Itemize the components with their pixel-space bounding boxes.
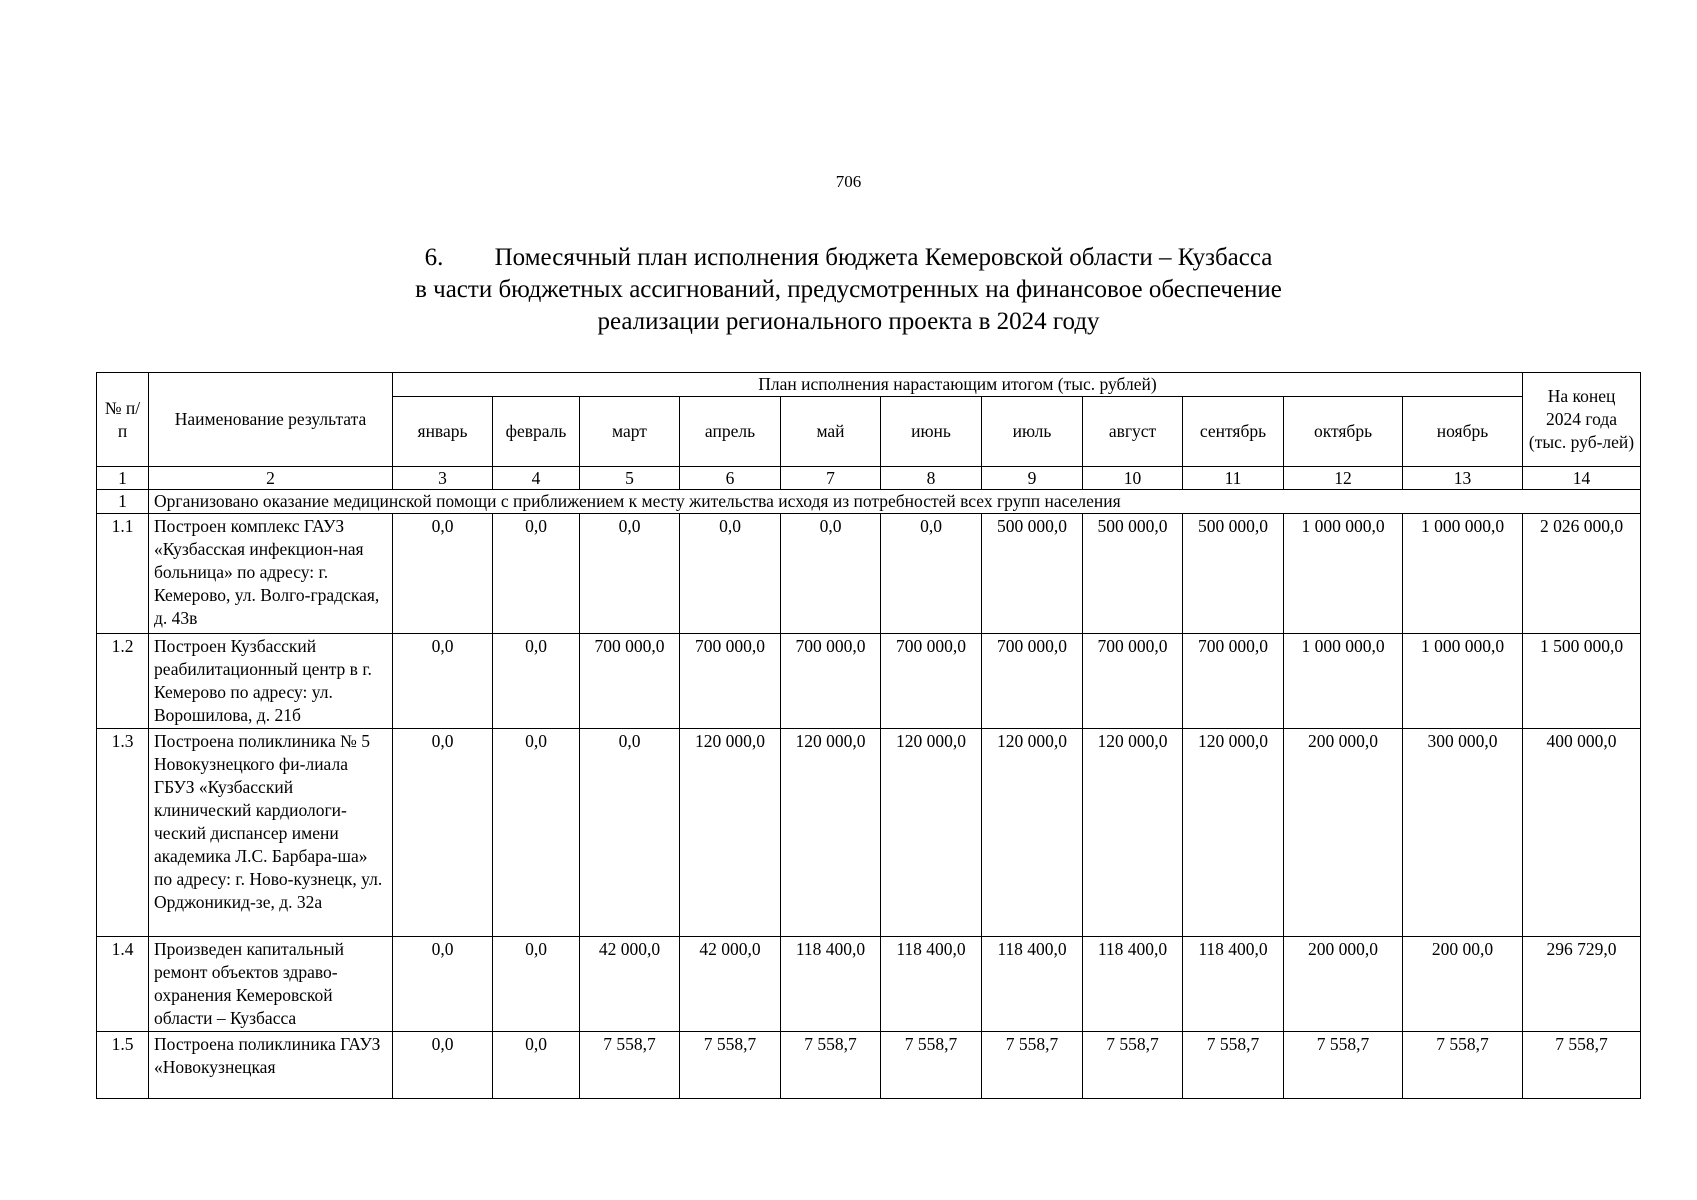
month-value: 0,0 xyxy=(393,1032,493,1099)
month-value: 0,0 xyxy=(493,937,580,1032)
month-value: 7 558,7 xyxy=(982,1032,1083,1099)
column-index: 12 xyxy=(1284,467,1403,490)
column-index: 1 xyxy=(97,467,149,490)
month-value: 700 000,0 xyxy=(781,634,881,729)
table-row xyxy=(97,937,1641,1032)
month-value: 1 000 000,0 xyxy=(1403,634,1523,729)
month-value: 700 000,0 xyxy=(580,634,680,729)
month-value: 7 558,7 xyxy=(1403,1032,1523,1099)
column-index: 14 xyxy=(1523,467,1641,490)
column-index: 5 xyxy=(580,467,680,490)
column-index: 7 xyxy=(781,467,881,490)
header-plan: План исполнения нарастающим итогом (тыс. рублей) xyxy=(393,373,1523,397)
month-value: 120 000,0 xyxy=(680,729,781,937)
result-name: Построена поликлиника № 5 Новокузнецкого фи-лиала ГБУЗ «Кузбасский клинический кардиологи-ческий диспансер имени академика Л.С. Барбара-ша» по адресу: г. Ново-кузнецк, ул. Орджоникид-зе, д. 32а xyxy=(149,729,393,937)
month-value: 500 000,0 xyxy=(1183,514,1284,634)
document-title xyxy=(0,242,1697,338)
month-value: 1 000 000,0 xyxy=(1403,514,1523,634)
month-value: 118 400,0 xyxy=(1083,937,1183,1032)
month-value: 1 000 000,0 xyxy=(1284,634,1403,729)
header-month: апрель xyxy=(680,397,781,467)
header-month: июль xyxy=(982,397,1083,467)
month-value: 200 000,0 xyxy=(1284,729,1403,937)
title-number: 6. xyxy=(424,244,444,271)
header-month: сентябрь xyxy=(1183,397,1284,467)
year-end-value: 296 729,0 xyxy=(1523,937,1641,1032)
month-value: 300 000,0 xyxy=(1403,729,1523,937)
month-value: 700 000,0 xyxy=(680,634,781,729)
table-body xyxy=(97,467,1641,1099)
month-value: 118 400,0 xyxy=(881,937,982,1032)
month-value: 7 558,7 xyxy=(680,1032,781,1099)
month-value: 0,0 xyxy=(580,729,680,937)
month-value: 0,0 xyxy=(493,634,580,729)
month-value: 500 000,0 xyxy=(1083,514,1183,634)
month-value: 120 000,0 xyxy=(881,729,982,937)
header-number: № п/п xyxy=(97,373,149,467)
table-header xyxy=(97,373,1641,467)
column-index: 3 xyxy=(393,467,493,490)
month-value: 700 000,0 xyxy=(881,634,982,729)
month-value: 0,0 xyxy=(493,729,580,937)
month-value: 200 000,0 xyxy=(1284,937,1403,1032)
table-row xyxy=(97,514,1641,634)
header-month: май xyxy=(781,397,881,467)
month-value: 120 000,0 xyxy=(1083,729,1183,937)
column-index: 8 xyxy=(881,467,982,490)
row-number: 1.1 xyxy=(97,514,149,634)
month-value: 0,0 xyxy=(781,514,881,634)
month-value: 500 000,0 xyxy=(982,514,1083,634)
row-number: 1.4 xyxy=(97,937,149,1032)
result-name: Построен комплекс ГАУЗ «Кузбасская инфекцион-ная больница» по адресу: г. Кемерово, ул. Волго-градская, д. 43в xyxy=(149,514,393,634)
year-end-value: 1 500 000,0 xyxy=(1523,634,1641,729)
month-value: 700 000,0 xyxy=(1183,634,1284,729)
month-value: 7 558,7 xyxy=(881,1032,982,1099)
column-index: 4 xyxy=(493,467,580,490)
column-index: 2 xyxy=(149,467,393,490)
result-name: Произведен капитальный ремонт объектов здраво-охранения Кемеровской области – Кузбасса xyxy=(149,937,393,1032)
header-month: июнь xyxy=(881,397,982,467)
column-index: 13 xyxy=(1403,467,1523,490)
header-month: март xyxy=(580,397,680,467)
header-result-name: Наименование результата xyxy=(149,373,393,467)
month-value: 118 400,0 xyxy=(982,937,1083,1032)
row-number: 1.3 xyxy=(97,729,149,937)
year-end-value: 2 026 000,0 xyxy=(1523,514,1641,634)
month-value: 0,0 xyxy=(393,514,493,634)
column-index: 6 xyxy=(680,467,781,490)
month-value: 120 000,0 xyxy=(982,729,1083,937)
month-value: 7 558,7 xyxy=(781,1032,881,1099)
month-value: 120 000,0 xyxy=(1183,729,1284,937)
header-month: февраль xyxy=(493,397,580,467)
header-month: ноябрь xyxy=(1403,397,1523,467)
table-row xyxy=(97,729,1641,937)
column-index: 11 xyxy=(1183,467,1284,490)
month-value: 118 400,0 xyxy=(1183,937,1284,1032)
result-name: Построен Кузбасский реабилитационный центр в г. Кемерово по адресу: ул. Ворошилова, д. 21б xyxy=(149,634,393,729)
result-name: Построена поликлиника ГАУЗ «Новокузнецкая xyxy=(149,1032,393,1099)
month-value: 700 000,0 xyxy=(1083,634,1183,729)
column-index-row xyxy=(97,467,1641,490)
budget-plan-table xyxy=(96,372,1641,1099)
table-row xyxy=(97,634,1641,729)
month-value: 0,0 xyxy=(393,729,493,937)
month-value: 700 000,0 xyxy=(982,634,1083,729)
month-value: 0,0 xyxy=(580,514,680,634)
year-end-value: 400 000,0 xyxy=(1523,729,1641,937)
month-value: 1 000 000,0 xyxy=(1284,514,1403,634)
month-value: 7 558,7 xyxy=(1083,1032,1183,1099)
header-month: январь xyxy=(393,397,493,467)
page-number: 706 xyxy=(835,172,862,191)
column-index: 10 xyxy=(1083,467,1183,490)
row-number: 1.2 xyxy=(97,634,149,729)
section-row xyxy=(97,490,1641,514)
month-value: 200 00,0 xyxy=(1403,937,1523,1032)
month-value: 7 558,7 xyxy=(1183,1032,1284,1099)
column-index: 9 xyxy=(982,467,1083,490)
month-value: 42 000,0 xyxy=(680,937,781,1032)
month-value: 42 000,0 xyxy=(580,937,680,1032)
month-value: 118 400,0 xyxy=(781,937,881,1032)
header-month: октябрь xyxy=(1284,397,1403,467)
title-line-3: реализации регионального проекта в 2024 году xyxy=(597,308,1100,335)
title-line-2: в части бюджетных ассигнований, предусмотренных на финансовое обеспечение xyxy=(415,276,1282,303)
month-value: 0,0 xyxy=(493,1032,580,1099)
month-value: 7 558,7 xyxy=(580,1032,680,1099)
month-value: 0,0 xyxy=(881,514,982,634)
year-end-value: 7 558,7 xyxy=(1523,1032,1641,1099)
month-value: 0,0 xyxy=(393,937,493,1032)
section-title: Организовано оказание медицинской помощи с приближением к месту жительства исходя из потребностей всех групп населения xyxy=(149,490,1641,514)
month-value: 0,0 xyxy=(680,514,781,634)
header-year-end: На конец 2024 года (тыс. руб-лей) xyxy=(1523,373,1641,467)
header-month: август xyxy=(1083,397,1183,467)
month-value: 120 000,0 xyxy=(781,729,881,937)
month-value: 7 558,7 xyxy=(1284,1032,1403,1099)
month-value: 0,0 xyxy=(493,514,580,634)
row-number: 1.5 xyxy=(97,1032,149,1099)
table-row xyxy=(97,1032,1641,1099)
title-line-1: Помесячный план исполнения бюджета Кемеровской области – Кузбасса xyxy=(494,244,1273,271)
month-value: 0,0 xyxy=(393,634,493,729)
section-number: 1 xyxy=(97,490,149,514)
